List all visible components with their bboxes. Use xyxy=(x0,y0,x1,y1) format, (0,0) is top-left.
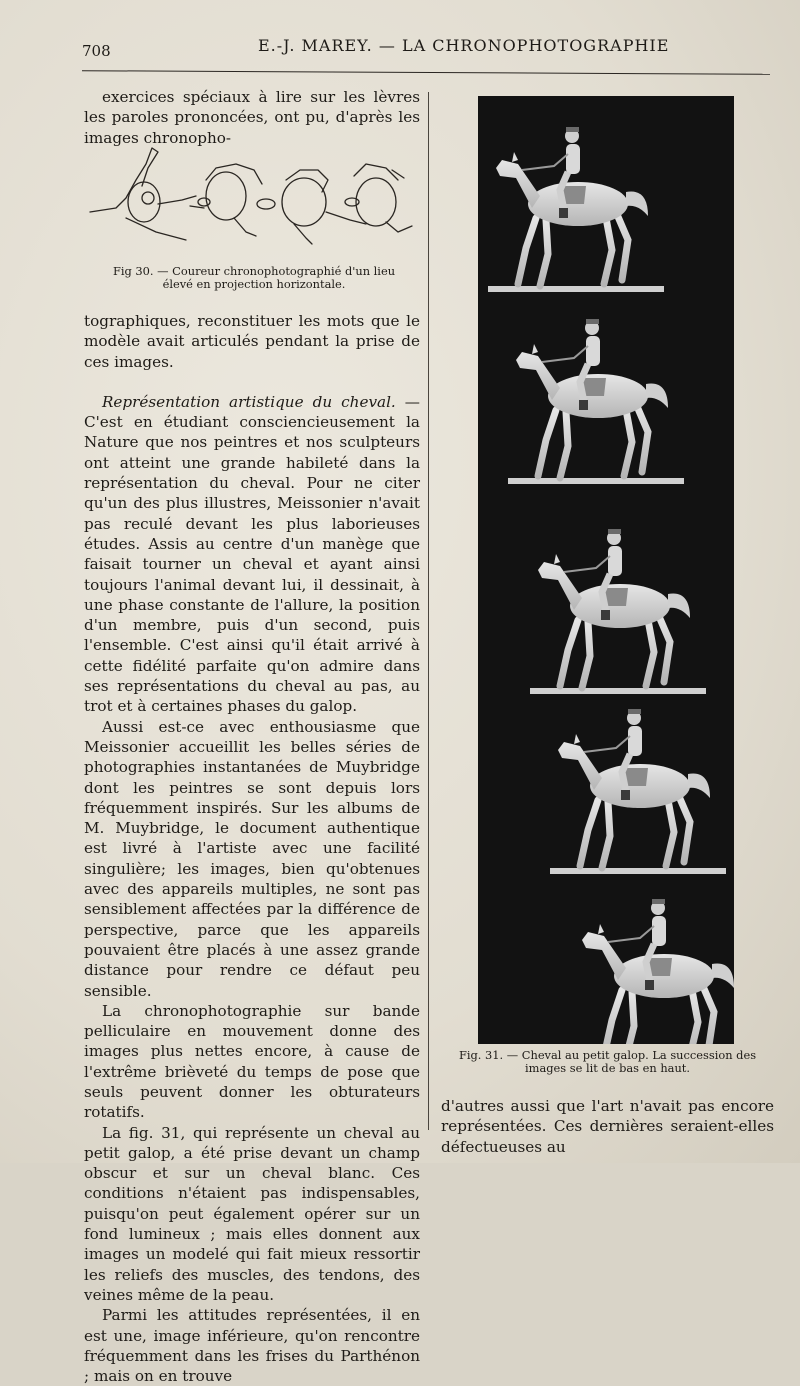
right-bottom-text: d'autres aussi que l'art n'avait pas encore représentées. Ces dernières seraient-elles défectueuses au xyxy=(441,1097,774,1156)
left-top-text: exercices spéciaux à lire sur les lèvres les paroles prononcées, ont pu, d'après les images chronopho- xyxy=(84,88,420,147)
page-number: 708 xyxy=(82,42,111,60)
paragraph-1-text: — C'est en étudiant consciencieusement la Nature que nos peintres et nos sculpteurs ont atteint une grande habileté dans la représentation du cheval. Pour ne citer qu'un des plus illustres, Meissonier n'avait pas reculé devant les plus laborieuses études. Assis au centre d'un manège que faisait tourner un cheval et ayant ainsi toujours l'animal devant lui, il dessinait, à une phase constante de l'allure, la position d'un membre, puis d'un second, puis l'ensemble. C'est ainsi qu'il était arrivé à cette fidélité parfaite qu'on admire dans ses représentations du cheval au pas, au trot et à certaines phases du galop. xyxy=(84,392,420,716)
left-column-main xyxy=(84,311,420,1386)
running-title: E.-J. MAREY. — LA CHRONOPHOTOGRAPHIE xyxy=(258,36,670,55)
header-rule xyxy=(82,70,770,75)
figure-31-photo-plate xyxy=(478,96,734,1044)
figure-31-caption: Fig. 31. — Cheval au petit galop. La succession des images se lit de bas en haut. xyxy=(458,1048,757,1075)
paragraph-5: Parmi les attitudes représentées, il en est une, image inférieure, qu'on rencontre fréquemment dans les frises du Parthénon ; mais on en trouve xyxy=(84,1306,420,1386)
paragraph-2: Aussi est-ce avec enthousiasme que Meissonier accueillit les belles séries de photographies instantanées de Muybridge dont les peintres se sont depuis lors fréquemment inspirés. Sur les albums de M. Muybridge, le document authentique est livré à l'artiste avec une facilité singulière; les images, bien qu'obtenues avec des appareils multiples, ne sont pas sensiblement affectées par la différence de perspective, parce que les appareils pouvaient être placés à une assez grande distance pour rendre ce défaut peu sensible. xyxy=(84,717,420,1000)
section-title: Représentation artistique du cheval. xyxy=(102,392,396,411)
paragraph-4: La fig. 31, qui représente un cheval au petit galop, a été prise devant un champ obscur et sur un cheval blanc. Ces conditions n'étaient pas indispensables, puisqu'on peut également opérer sur un fond lumineux ; mais elles donnent aux images un modelé qui fait mieux ressortir les reliefs des muscles, des tendons, des veines même de la peau. xyxy=(84,1123,420,1304)
left-column-top xyxy=(84,87,420,148)
left-after-fig: tographiques, reconstituer les mots que le modèle avait articulés pendant la prise de ces images. xyxy=(84,312,420,371)
paragraph-1 xyxy=(84,392,420,717)
column-divider xyxy=(428,92,429,1130)
figure-30-drawing xyxy=(86,140,418,252)
running-header xyxy=(82,34,772,62)
right-column-bottom xyxy=(441,1096,774,1157)
paragraph-3: La chronophotographie sur bande pelliculaire en mouvement donne des images plus nettes encore, à cause de l'extrême brièveté du temps de pose que seuls peuvent donner les obturateurs rotatifs. xyxy=(84,1001,420,1122)
horse-sequence xyxy=(478,96,734,1044)
runner-sketch xyxy=(86,140,418,252)
figure-30-caption: Fig 30. — Coureur chronophotographié d'un lieu élevé en projection horizontale. xyxy=(112,264,396,291)
